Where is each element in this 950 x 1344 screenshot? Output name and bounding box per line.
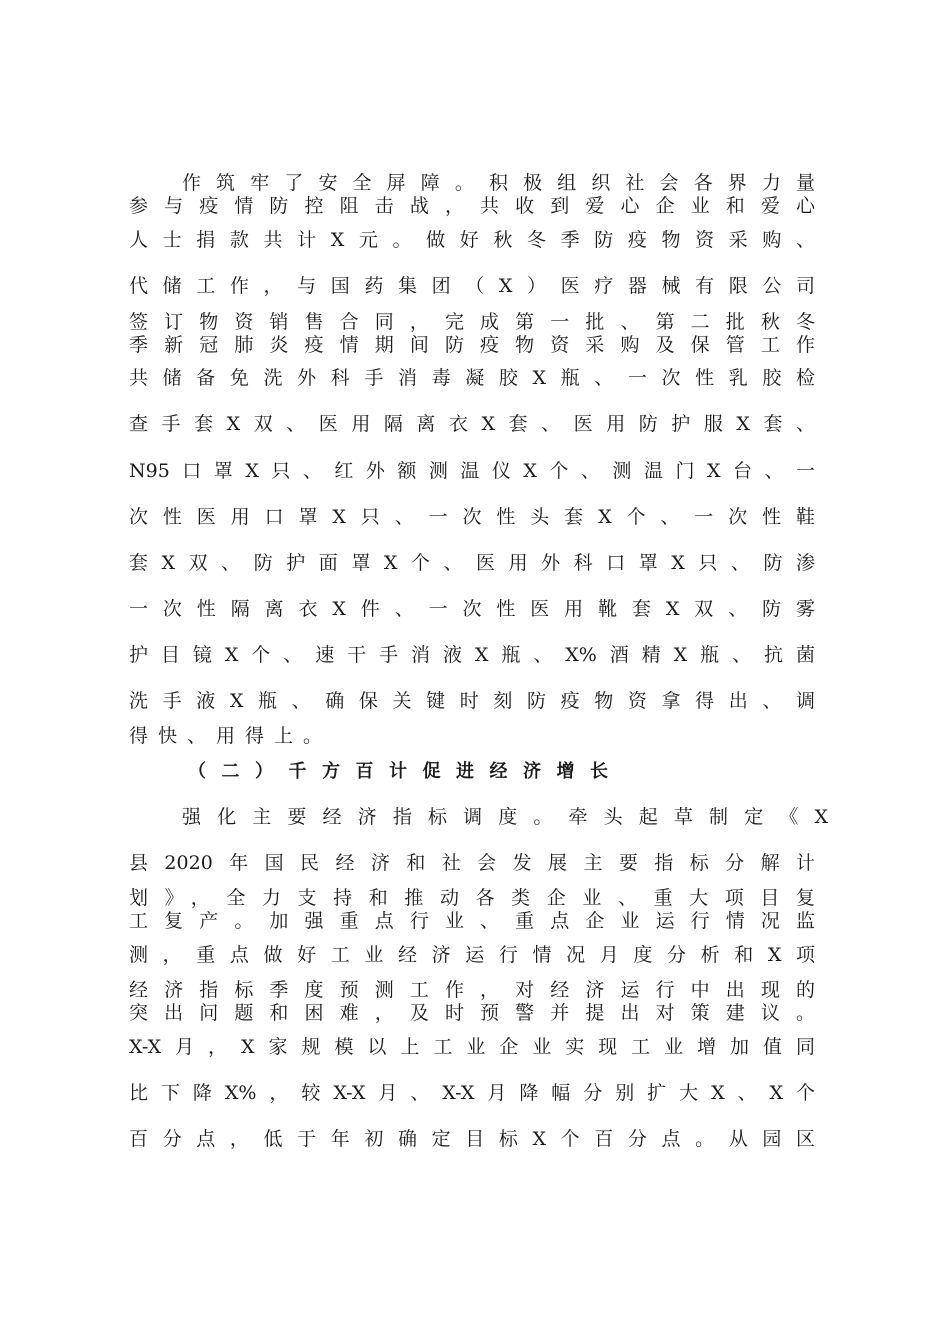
text-line: 划》，全力支持和推动各类企业、重大项目复 (129, 887, 815, 909)
text-line: 测，重点做好工业经济运行情况月度分析和X项 (129, 944, 815, 966)
text-line: 强化主要经济指标调度。牵头起草制定《X (182, 806, 828, 828)
text-line: 共储备免洗外科手消毒凝胶X瓶、一次性乳胶检 (129, 367, 815, 389)
text-line: 代储工作，与国药集团（X）医疗器械有限公司 (129, 275, 815, 297)
text-line: 签订物资销售合同，完成第一批、第二批秋冬 (129, 311, 815, 333)
text-line: 比下降X%，较X-X月、X-X月降幅分别扩大X、X个 (129, 1082, 815, 1104)
text-line: 县2020年国民经济和社会发展主要指标分解计 (129, 852, 815, 874)
text-line: 护目镜X个、速干手消液X瓶、X%酒精X瓶、抗菌 (129, 644, 815, 666)
text-line: 次性医用口罩X只、一次性头套X个、一次性鞋 (129, 506, 815, 528)
text-line: N95口罩X只、红外额测温仪X个、测温门X台、一 (129, 460, 815, 482)
text-line: 作筑牢了安全屏障。积极组织社会各界力量 (182, 172, 815, 194)
text-line: 人士捐款共计X元。做好秋冬季防疫物资采购、 (129, 229, 815, 251)
text-line: 工复产。加强重点行业、重点企业运行情况监 (129, 910, 815, 932)
text-line: 经济指标季度预测工作，对经济运行中出现的 (129, 979, 815, 1001)
text-line: 百分点，低于年初确定目标X个百分点。从园区 (129, 1128, 815, 1150)
text-line: 套X双、防护面罩X个、医用外科口罩X只、防渗 (129, 552, 815, 574)
text-line: 突出问题和困难，及时预警并提出对策建议。 (129, 1002, 815, 1024)
text-line: 查手套X双、医用隔离衣X套、医用防护服X套、 (129, 413, 815, 435)
text-line: 季新冠肺炎疫情期间防疫物资采购及保管工作 (129, 334, 815, 356)
text-line: 一次性隔离衣X件、一次性医用靴套X双、防雾 (129, 598, 815, 620)
text-line: 洗手液X瓶、确保关键时刻防疫物资拿得出、调 (129, 690, 815, 712)
text-line: X-X月，X家规模以上工业企业实现工业增加值同 (129, 1036, 815, 1058)
text-line: 得快、用得上。 (129, 725, 333, 747)
text-line: 参与疫情防控阻击战，共收到爱心企业和爱心 (129, 195, 815, 217)
section-heading: （二）千方百计促进经济增长 (188, 761, 608, 782)
